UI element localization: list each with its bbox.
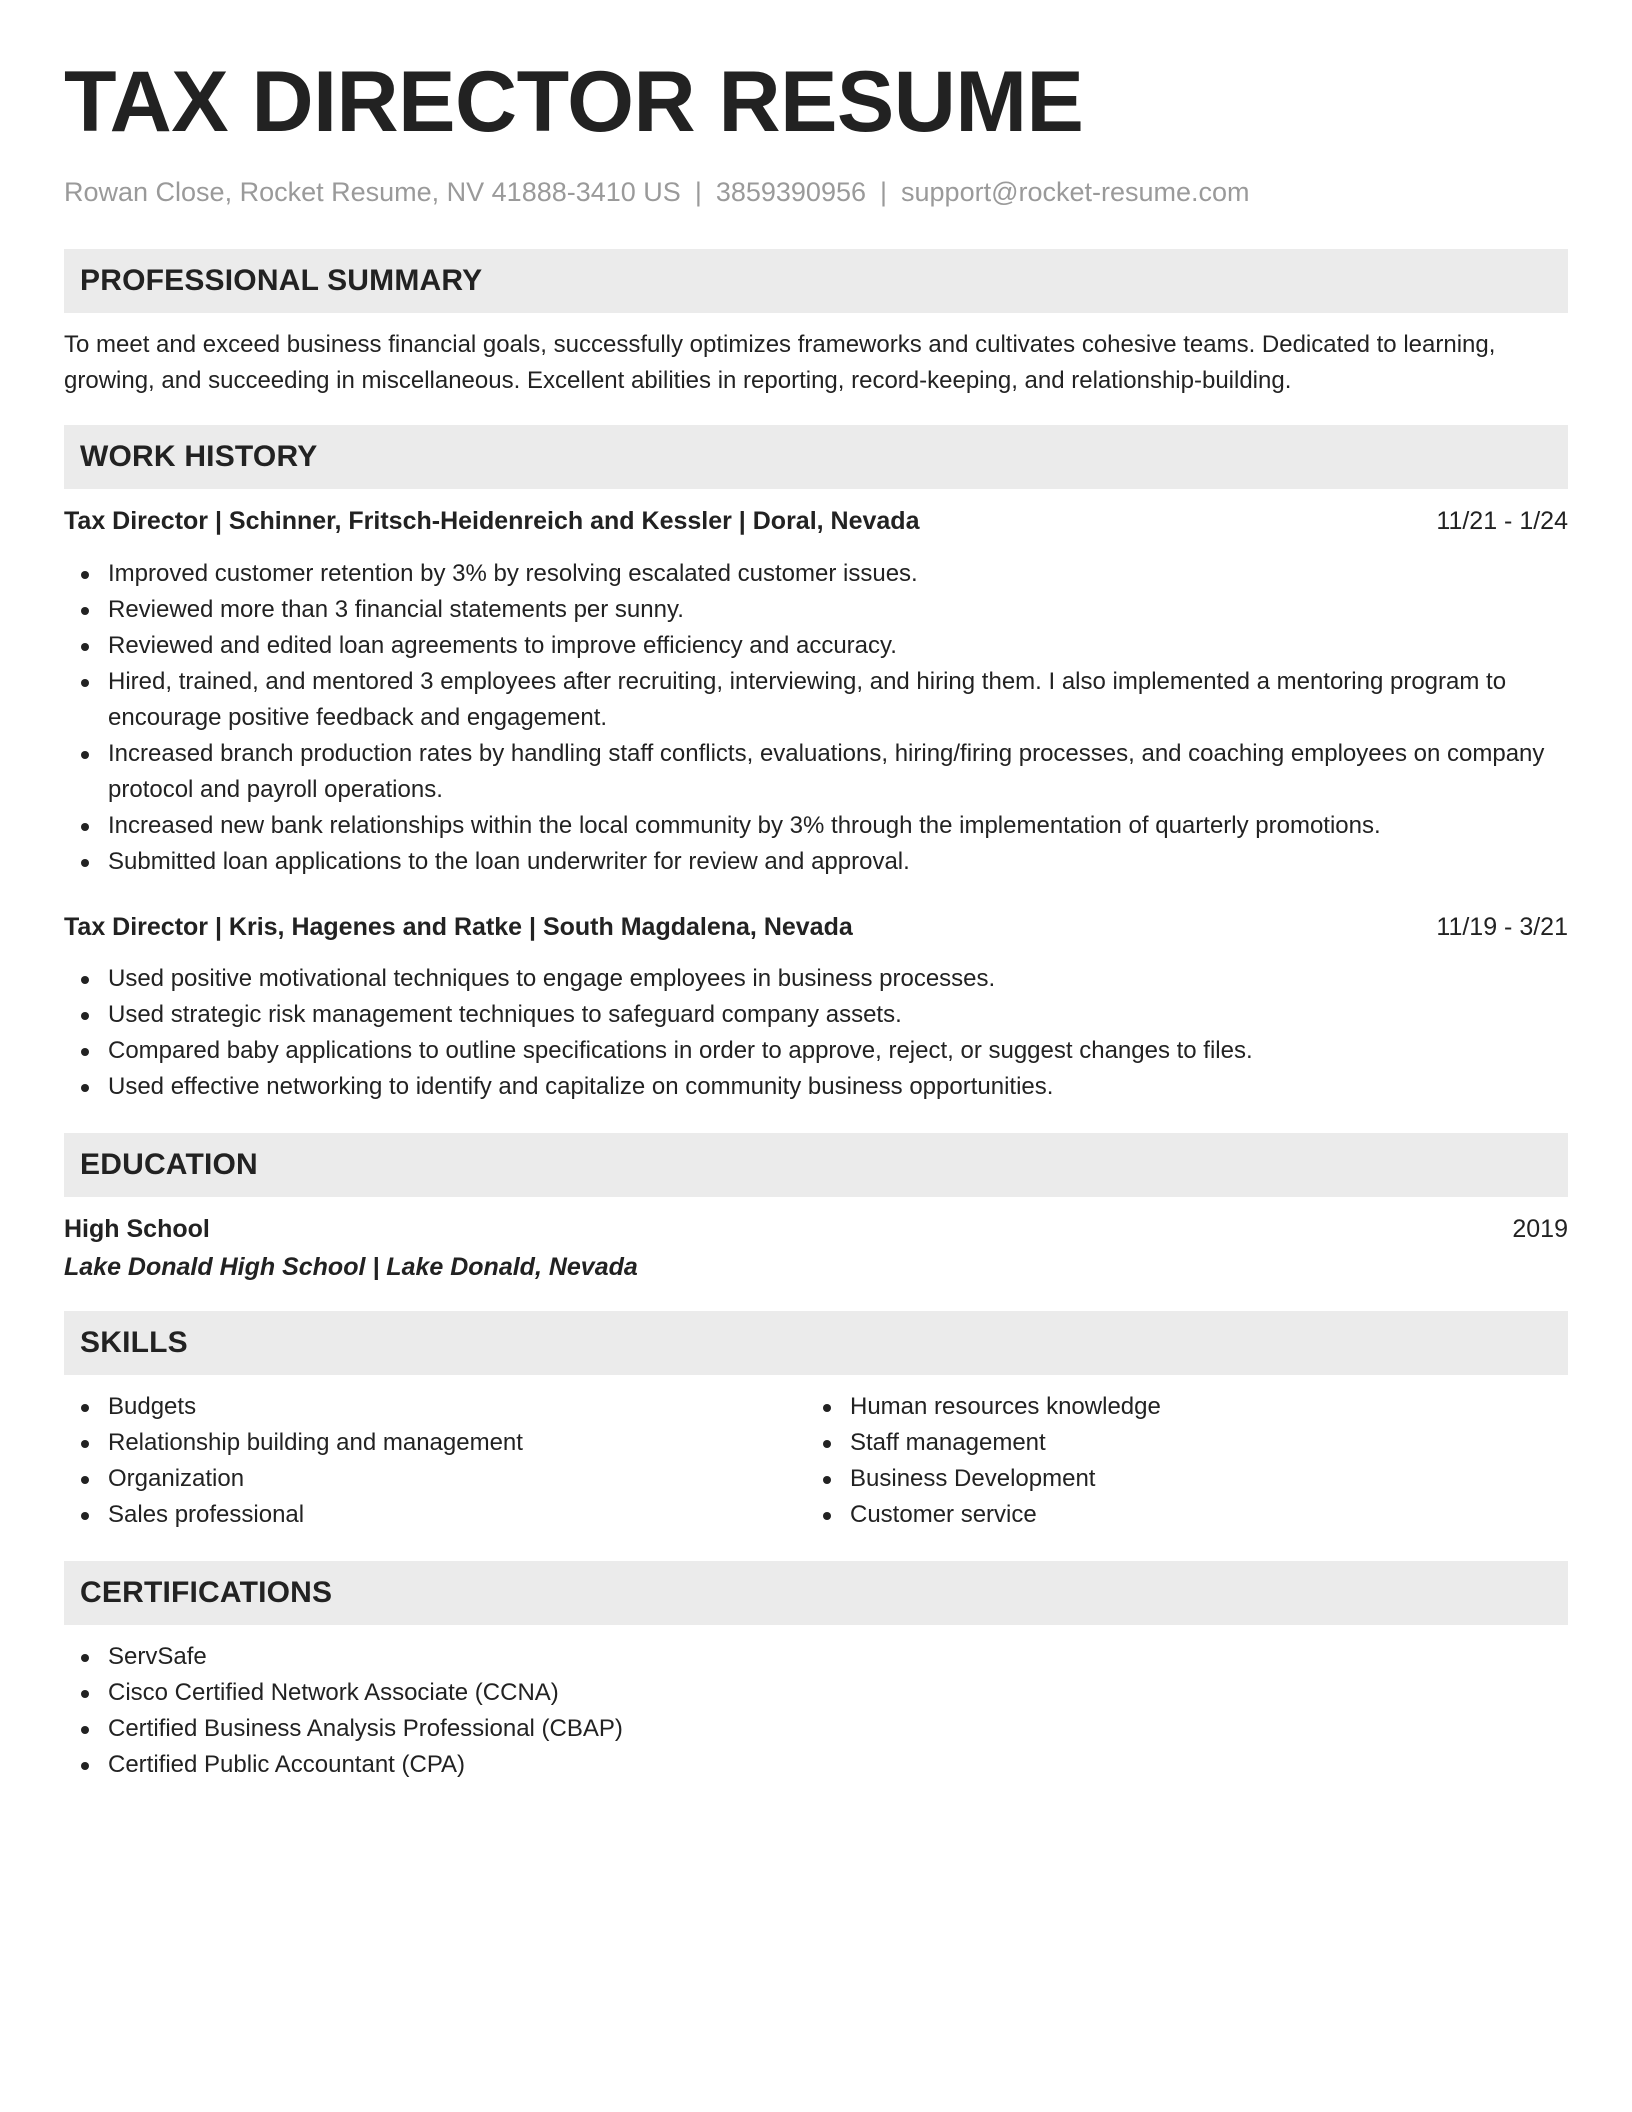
job-entry bbox=[64, 909, 1568, 1105]
education-school: Lake Donald High School | Lake Donald, Nevada bbox=[64, 1253, 638, 1281]
education-degree: High School bbox=[64, 1215, 210, 1243]
job-entry bbox=[64, 503, 1568, 880]
contact-separator: | bbox=[694, 177, 702, 207]
summary-text: To meet and exceed business financial goals, successfully optimizes frameworks and cultivates cohesive teams. Dedicated to learning, growing, and succeeding in miscellaneous. Excellent abilities in reporting, record-keeping, and relationship-building. bbox=[64, 331, 1496, 394]
contact-line bbox=[64, 174, 1568, 210]
contact-phone: 3859390956 bbox=[715, 177, 866, 207]
contact-email: support@rocket-resume.com bbox=[901, 177, 1250, 207]
job-bullet: Increased branch production rates by handling staff conflicts, evaluations, hiring/firing processes, and coaching employees on company protocol and payroll operations. bbox=[64, 736, 1568, 808]
contact-address: Rowan Close, Rocket Resume, NV 41888-3410 US bbox=[64, 177, 681, 207]
certifications-list bbox=[64, 1639, 1568, 1783]
education-entry bbox=[64, 1211, 1568, 1285]
job-bullet: Increased new bank relationships within the local community by 3% through the implementation of quarterly promotions. bbox=[64, 808, 1568, 844]
job-dates: 11/19 - 3/21 bbox=[1436, 913, 1568, 941]
section-header-skills: SKILLS bbox=[64, 1311, 1568, 1375]
job-title: Tax Director | Kris, Hagenes and Ratke | South Magdalena, Nevada bbox=[64, 913, 853, 941]
certification-item: ServSafe bbox=[64, 1639, 1568, 1675]
job-bullet: Reviewed more than 3 financial statements per sunny. bbox=[64, 592, 1568, 628]
job-bullet: Hired, trained, and mentored 3 employees after recruiting, interviewing, and hiring them. I also implemented a mentoring program to encourage positive feedback and engagement. bbox=[64, 664, 1568, 736]
job-dates: 11/21 - 1/24 bbox=[1436, 507, 1568, 535]
section-header-education: EDUCATION bbox=[64, 1133, 1568, 1197]
skill-item: Budgets bbox=[64, 1389, 806, 1425]
section-header-certifications: CERTIFICATIONS bbox=[64, 1561, 1568, 1625]
section-header-summary: PROFESSIONAL SUMMARY bbox=[64, 249, 1568, 313]
skills-list bbox=[64, 1389, 806, 1533]
job-bullet: Reviewed and edited loan agreements to improve efficiency and accuracy. bbox=[64, 628, 1568, 664]
skill-item: Business Development bbox=[806, 1461, 1548, 1497]
job-bullet: Used strategic risk management techniques to safeguard company assets. bbox=[64, 997, 1568, 1033]
certification-item: Cisco Certified Network Associate (CCNA) bbox=[64, 1675, 1568, 1711]
job-bullet: Improved customer retention by 3% by resolving escalated customer issues. bbox=[64, 556, 1568, 592]
skill-item: Relationship building and management bbox=[64, 1425, 806, 1461]
job-header bbox=[64, 909, 1568, 945]
job-bullet: Used positive motivational techniques to engage employees in business processes. bbox=[64, 961, 1568, 997]
certification-item: Certified Public Accountant (CPA) bbox=[64, 1747, 1568, 1783]
job-bullets bbox=[64, 961, 1568, 1105]
section-header-work-history: WORK HISTORY bbox=[64, 425, 1568, 489]
education-year: 2019 bbox=[1512, 1215, 1568, 1243]
skills-column-left bbox=[64, 1389, 806, 1533]
skill-item: Sales professional bbox=[64, 1497, 806, 1533]
job-bullet: Compared baby applications to outline specifications in order to approve, reject, or suggest changes to files. bbox=[64, 1033, 1568, 1069]
skill-item: Staff management bbox=[806, 1425, 1548, 1461]
contact-separator: | bbox=[880, 177, 888, 207]
education-header bbox=[64, 1211, 1568, 1247]
skill-item: Human resources knowledge bbox=[806, 1389, 1548, 1425]
resume-title: TAX DIRECTOR RESUME bbox=[64, 54, 1084, 150]
job-header bbox=[64, 503, 1568, 539]
skill-item: Organization bbox=[64, 1461, 806, 1497]
job-bullet: Used effective networking to identify and capitalize on community business opportunities. bbox=[64, 1069, 1568, 1105]
skill-item: Customer service bbox=[806, 1497, 1548, 1533]
skills-grid bbox=[64, 1389, 1568, 1533]
job-bullet: Submitted loan applications to the loan underwriter for review and approval. bbox=[64, 844, 1568, 880]
resume-page bbox=[64, 52, 1568, 1783]
skills-list bbox=[806, 1389, 1548, 1533]
job-bullets bbox=[64, 556, 1568, 880]
skills-column-right bbox=[806, 1389, 1548, 1533]
job-title: Tax Director | Schinner, Fritsch-Heidenreich and Kessler | Doral, Nevada bbox=[64, 507, 920, 535]
certification-item: Certified Business Analysis Professional (CBAP) bbox=[64, 1711, 1568, 1747]
